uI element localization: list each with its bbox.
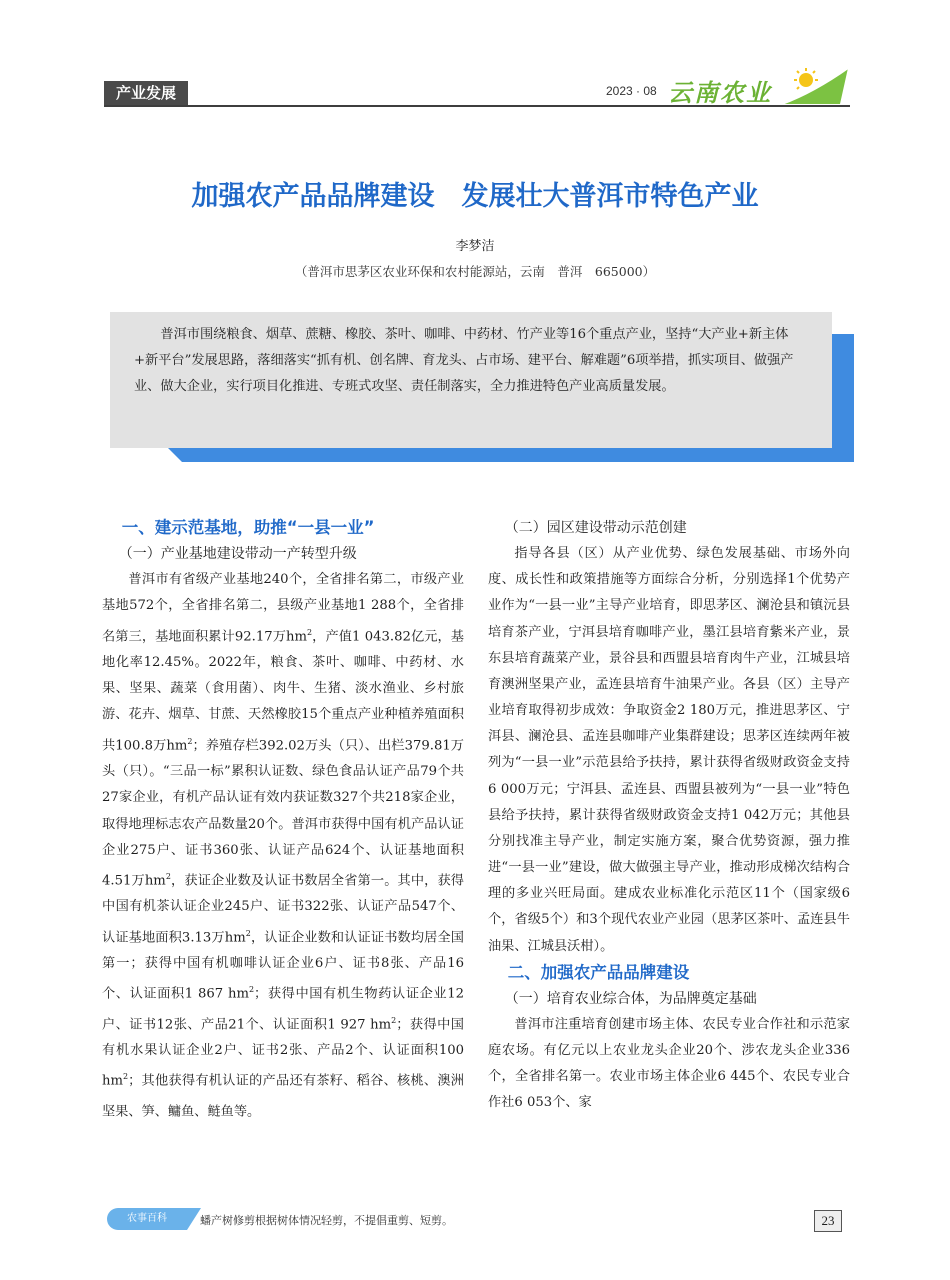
footer-tip: 蟠产树修剪根据树体情况轻剪，不提倡重剪、短剪。 <box>200 1214 453 1227</box>
page-number: 23 <box>814 1210 842 1232</box>
section-heading-2: 二、加强农产品品牌建设 <box>507 962 690 982</box>
subsection-heading-2: （二）园区建设带动示范创建 <box>504 520 687 536</box>
author-affiliation: （普洱市思茅区农业环保和农村能源站，云南 普洱 665000） <box>294 264 656 279</box>
article-author: 李梦洁 <box>455 239 495 254</box>
section-tag: 产业发展 <box>104 81 188 105</box>
issue-number: 2023 · 08 <box>606 84 657 98</box>
article-title: 加强农产品品牌建设 发展壮大普洱市特色产业 <box>191 181 759 212</box>
section-heading-1: 一、建示范基地，助推“一县一业” <box>121 518 375 537</box>
left-column <box>102 515 464 1126</box>
sun-leaf-logo-icon <box>780 66 850 106</box>
footer-tab: 农事百科 <box>107 1208 187 1230</box>
paragraph-agri-complex: 普洱市注重培育创建市场主体、农民专业合作社和示范家庭农场。有亿元以上农业龙头企业20个、涉农龙头企业336个，全省排名第一。农业市场主体企业6 445个、农民专业合作社6 053个、家 <box>488 1016 850 1111</box>
abstract-text: 普洱市围绕粮食、烟草、蔗糖、橡胶、茶叶、咖啡、中药材、竹产业等16个重点产业，坚持“大产业+新主体+新平台”发展思路，落细落实“抓有机、创名牌、育龙头、占市场、建平台、解难题”6项举措，抓实项目、做强产业、做大企业，实行项目化推进、专班式攻坚、责任制落实，全力推进特色产业高质量发展。 <box>110 312 832 448</box>
subsection-heading-1: （一）产业基地建设带动一产转型升级 <box>118 546 357 563</box>
right-column <box>488 515 850 1117</box>
magazine-name: 云南农业 <box>668 78 772 107</box>
paragraph-base-construction: 普洱市有省级产业基地240个，全省排名第二，市级产业基地572个，全省排名第二，县级产业基地1 288个，全省排名第三，基地面积累计92.17万$hm^2$，产值1 043.82亿元，基地化率12.45%。2022年，粮食、茶叶、咖啡、中药材、水果、坚果、蔬菜（食用菌）、肉牛、生猪、淡水渔业、乡村旅游、花卉、烟草、甘蔗、天然橡胶15个重点产业种植养殖面积共100.8万$hm^2$；养殖存栏392.02万头（只）、出栏379.81万头（只）。“三品一标”累积认证数、绿色食品认证产品79个共27家企业，有机产品认证有效内获证数327个共218家企业，取得地理标志农产品数量20个。普洱市获得中国有机产品认证企业275户、证书360张、认证产品624个、认证基地面积4.51万$hm^2$，获证企业数及认证书数居全省第一。其中，获得中国有机茶认证企业245户、证书322张、认证产品547个、认证基地面积3.13万$hm^2$，认证企业数和认证证书数均居全国第一；获得中国有机咖啡认证企业6户、证书8张、产品16个、认证面积1 867 $hm^2$；获得中国有机生物药认证企业12户、证书12张、产品21个、认证面积1 927 $hm^2$；获得中国有机水果认证企业2户、证书2张、产品2个、认证面积100 $hm^2$；其他获得有机认证的产品还有茶籽、稻谷、核桃、澳洲坚果、笋、鳙鱼、鲢鱼等。 <box>102 572 464 1120</box>
paragraph-park-construction: 指导各县（区）从产业优势、绿色发展基础、市场外向度、成长性和政策措施等方面综合分析，分别选择1个优势产业作为“一县一业”主导产业培育，即思茅区、澜沧县和镇沅县培育茶产业，宁洱县培育咖啡产业，墨江县培育紫米产业，景东县培育蔬菜产业，景谷县和西盟县培育肉牛产业，江城县培育澳洲坚果产业，孟连县培育牛油果产业。各县（区）主导产业培育取得初步成效：争取资金2 180万元，推进思茅区、宁洱县、澜沧县、孟连县咖啡产业集群建设；思茅区连续两年被列为“一县一业”示范县给予扶持，累计获得省级财政资金支持6 000万元；宁洱县、孟连县、西盟县被列为“一县一业”特色县给予扶持，累计获得省级财政资金支持1 042万元；其他县分别找准主导产业，制定实施方案，聚合优势资源，强力推进“一县一业”建设，做大做强主导产业，推动形成梯次结构合理的多业兴旺局面。建成农业标准化示范区11个（国家级6个，省级5个）和3个现代农业产业园（思茅区茶叶、孟连县牛油果、江城县沃柑）。 <box>488 546 850 954</box>
subsection-heading-3: （一）培育农业综合体，为品牌奠定基础 <box>504 990 757 1007</box>
